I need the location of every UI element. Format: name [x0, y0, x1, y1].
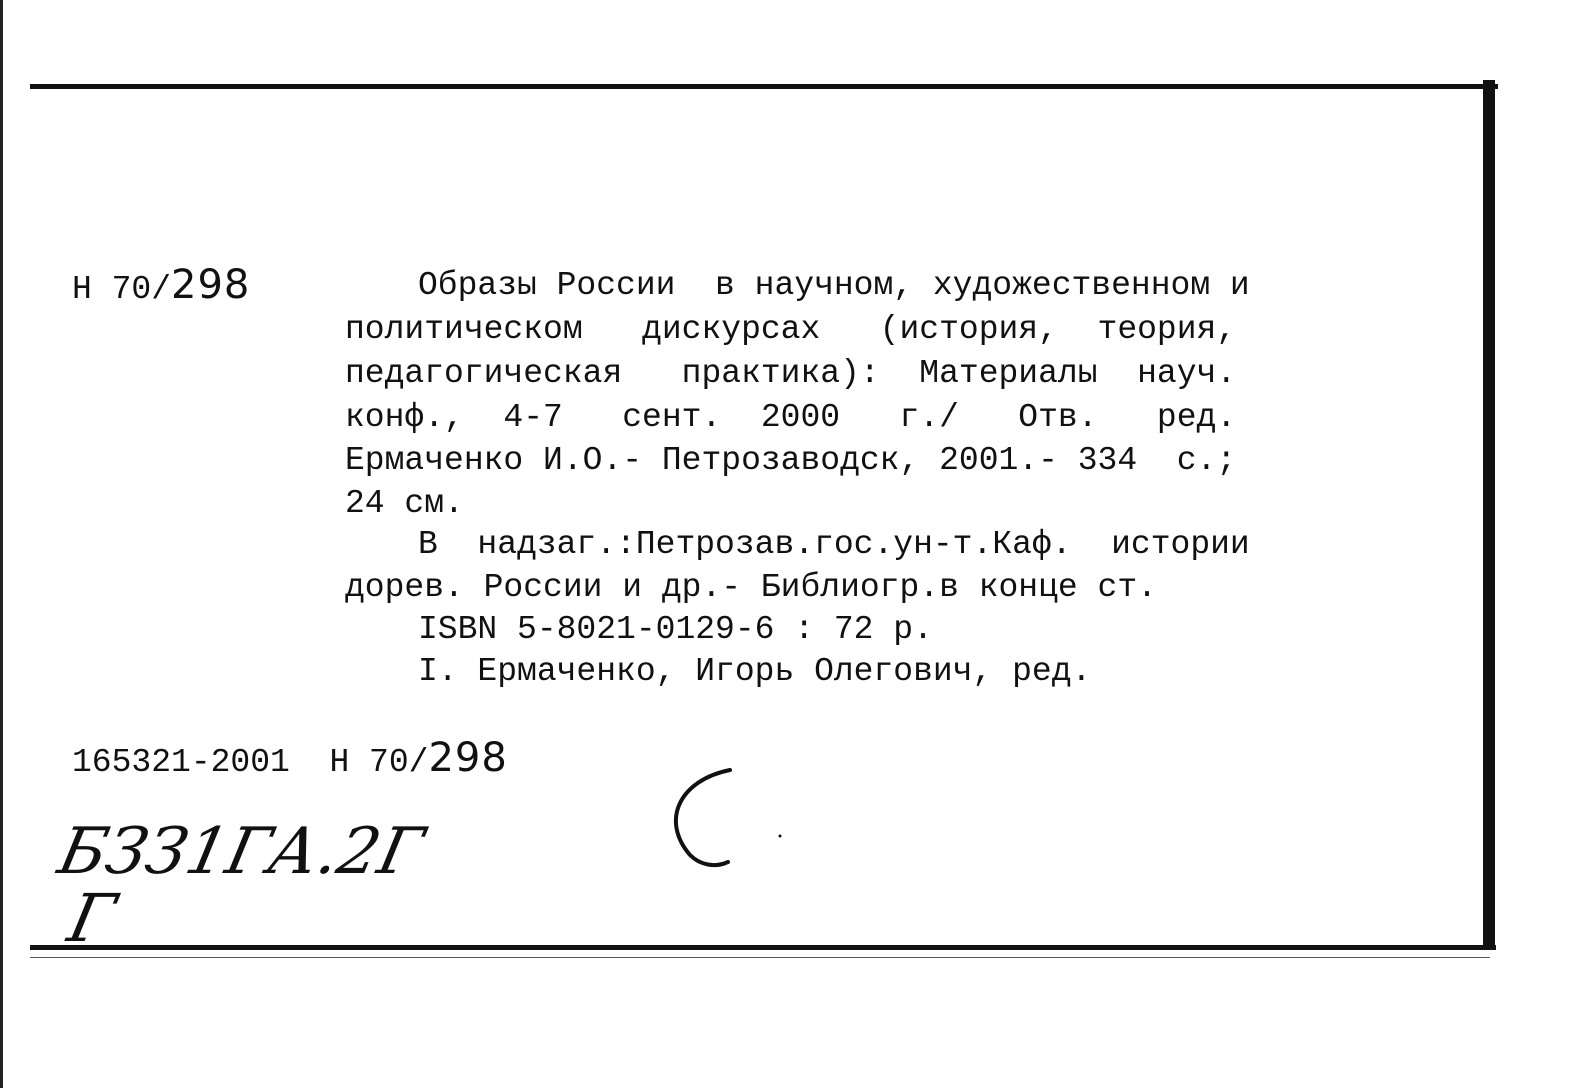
record-line-7: В надзаг.:Петрозав.гос.ун-т.Каф. истории — [418, 526, 1250, 563]
shelfmark-top-prefix: Н 70/ — [72, 271, 172, 308]
bottom-thin-rule — [30, 957, 1490, 958]
left-border — [0, 0, 3, 1088]
right-rule — [1483, 80, 1495, 950]
top-rule — [30, 84, 1498, 89]
handwritten-mark: Г — [61, 880, 122, 957]
record-line-1: Образы России в научном, художественном и — [418, 267, 1250, 304]
record-line-2: политическом дискурсах (история, теория, — [345, 311, 1237, 348]
record-line-8: дорев. России и др.- Библиогр.в конце ст. — [345, 569, 1157, 606]
accession-number: 165321-2001 — [72, 744, 290, 781]
shelfmark-top — [72, 262, 250, 308]
shelfmark-bottom-prefix: Н 70/ — [329, 744, 429, 781]
editor-line: I. Ермаченко, Игорь Олегович, ред. — [418, 653, 1092, 690]
handwritten-arc-mark — [660, 760, 800, 880]
shelfmark-bottom — [72, 735, 508, 781]
shelfmark-bottom-number: 298 — [428, 735, 508, 781]
bottom-rule — [30, 945, 1496, 950]
handwritten-note: БЗЗ1ГА.2Г — [52, 815, 430, 889]
record-line-3: педагогическая практика): Материалы науч. — [345, 355, 1237, 392]
shelfmark-top-number: 298 — [171, 262, 251, 308]
record-line-4: конф., 4-7 сент. 2000 г./ Отв. ред. — [345, 399, 1237, 436]
isbn-line: ISBN 5-8021-0129-6 : 72 р. — [418, 611, 933, 648]
record-line-6: 24 см. — [345, 485, 464, 522]
record-line-5: Ермаченко И.О.- Петрозаводск, 2001.- 334 с.; — [345, 442, 1237, 479]
